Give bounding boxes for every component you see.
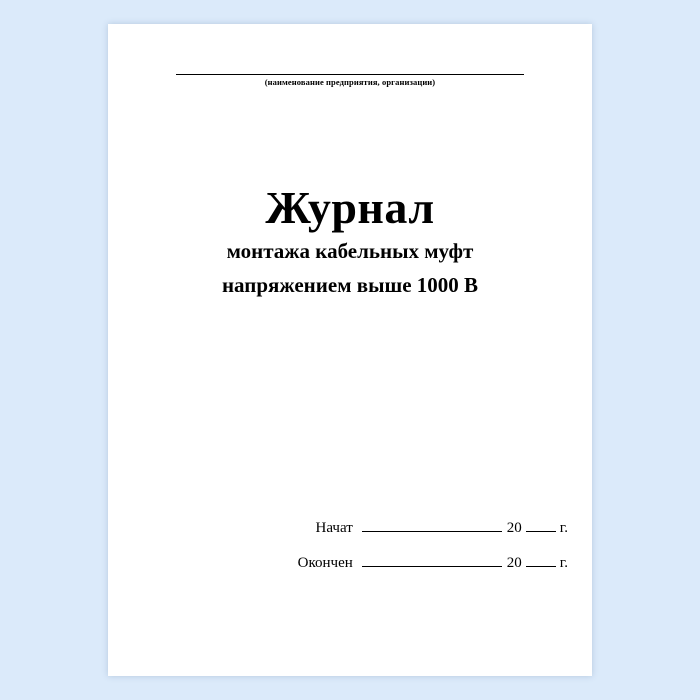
- end-date-blank[interactable]: [362, 553, 502, 567]
- start-date-row: [168, 518, 568, 537]
- document-subtitle-line-1: монтажа кабельных муфт: [226, 239, 474, 264]
- document-subtitle-line-2: напряжением выше 1000 В: [221, 272, 479, 297]
- start-date-year-prefix: 20: [506, 520, 522, 536]
- end-date-label: Окончен: [297, 555, 353, 571]
- document-title-block: [140, 184, 560, 299]
- end-date-year-prefix: 20: [506, 555, 522, 571]
- end-date-row: [168, 553, 568, 572]
- start-date-year-blank[interactable]: [526, 518, 556, 532]
- document-page: [108, 24, 592, 676]
- organization-name-block: [176, 74, 524, 87]
- organization-name-caption: (наименование предприятия, организации): [264, 77, 436, 87]
- start-date-year-suffix: г.: [559, 520, 568, 536]
- start-date-label: Начат: [315, 520, 353, 536]
- end-date-year-blank[interactable]: [526, 553, 556, 567]
- end-date-year-suffix: г.: [559, 555, 568, 571]
- dates-block: [168, 518, 568, 588]
- page-title: Журнал: [265, 182, 435, 233]
- start-date-blank[interactable]: [362, 518, 502, 532]
